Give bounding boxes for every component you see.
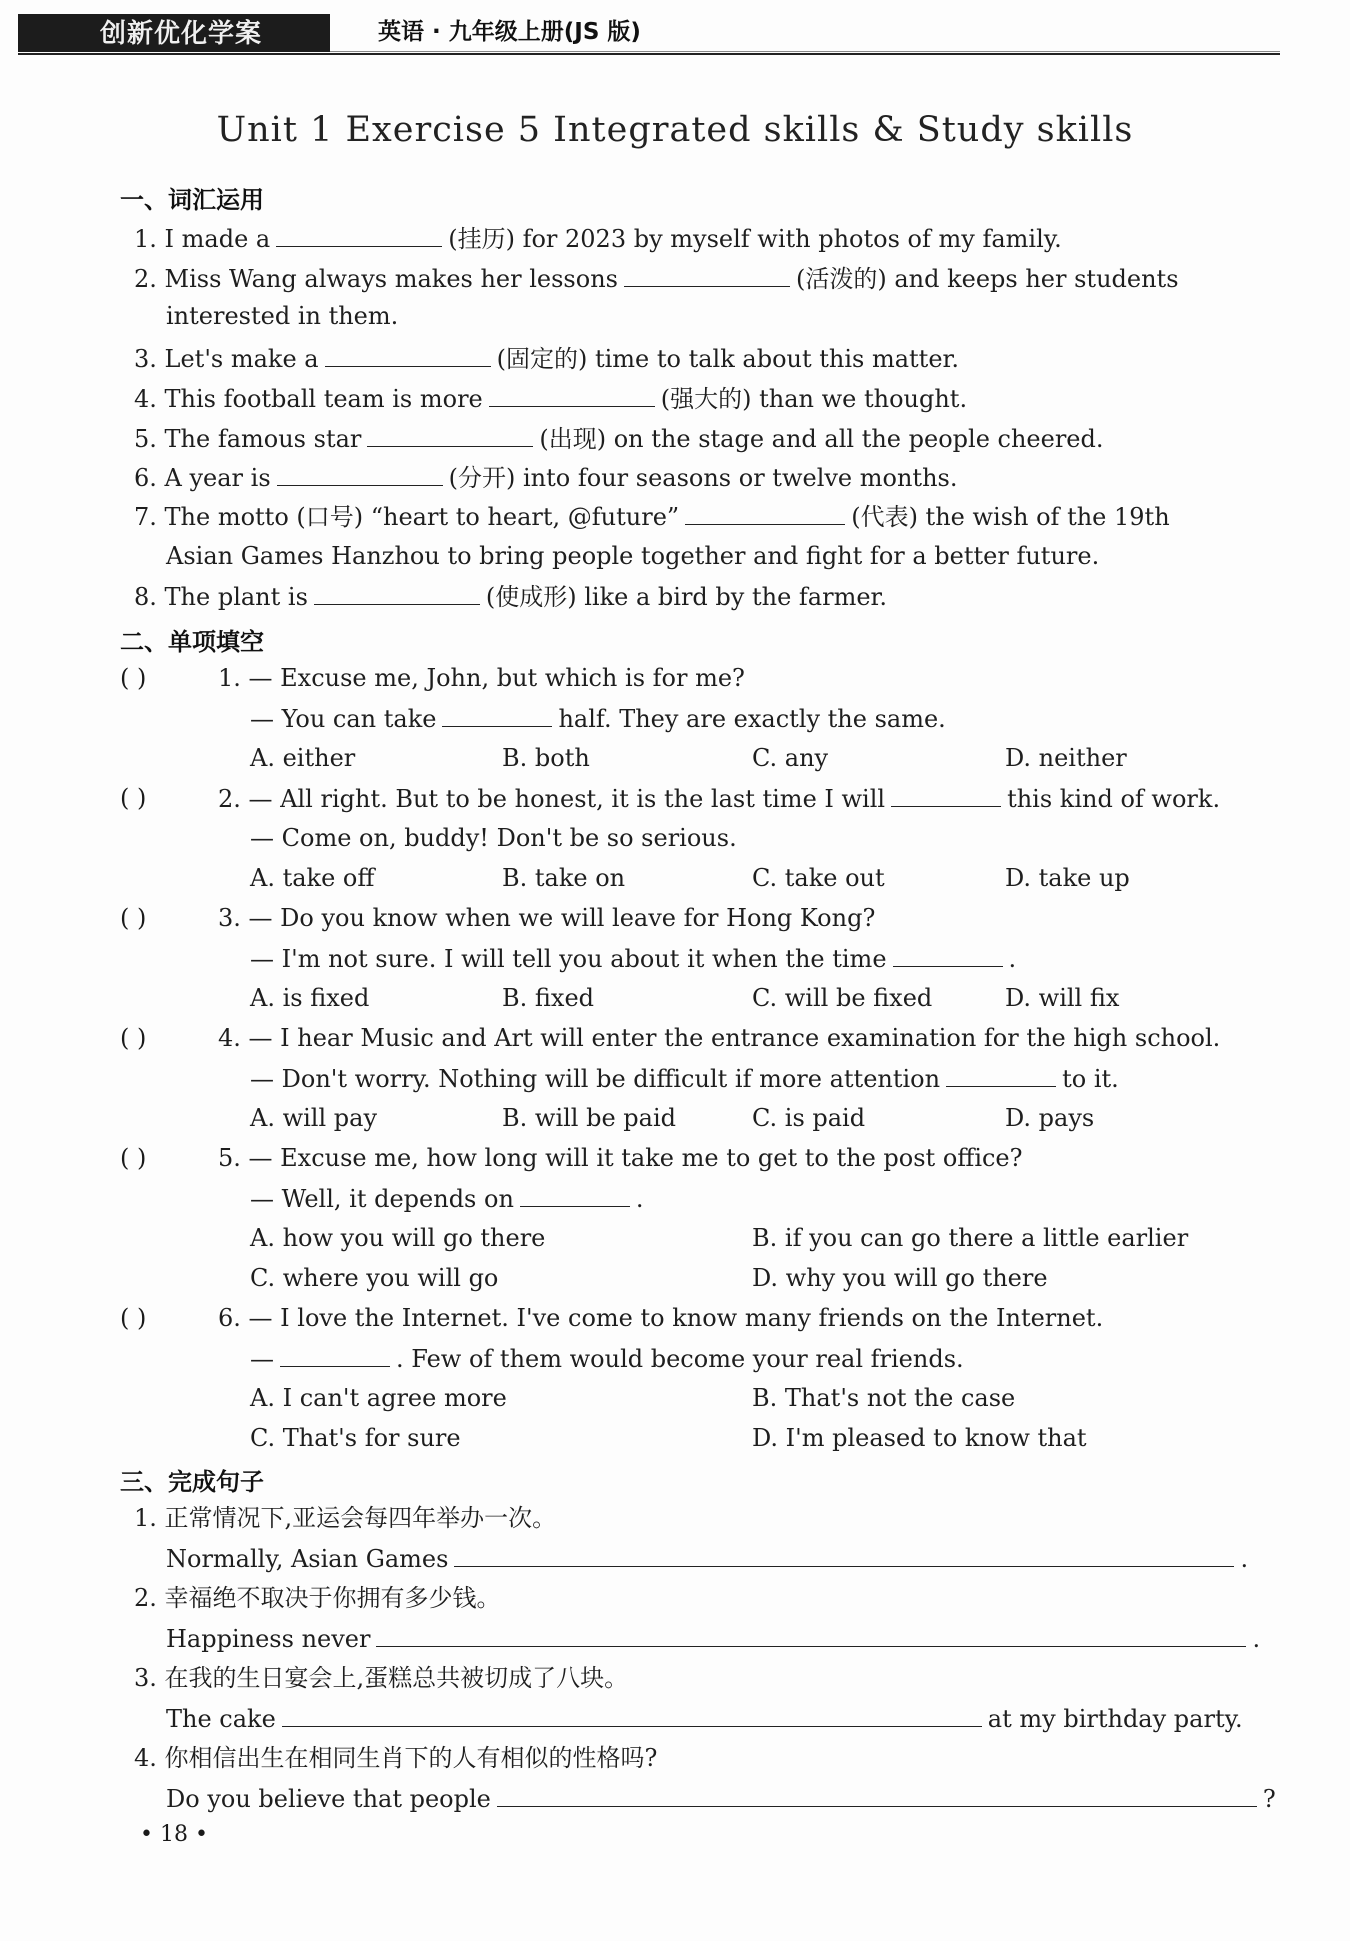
mc-response-1: — You can take half. They are exactly the same. (250, 702, 946, 735)
option-c[interactable]: C. That's for sure (250, 1424, 461, 1452)
option-d[interactable]: D. will fix (1005, 984, 1120, 1012)
mc-response-5: — Well, it depends on . (250, 1182, 644, 1215)
mc-response-3: — I'm not sure. I will tell you about it when the time . (250, 942, 1016, 975)
answer-blank[interactable] (280, 1342, 390, 1367)
mc-question-1: 1. — Excuse me, John, but which is for me? (218, 664, 745, 692)
answer-blank[interactable] (685, 500, 845, 525)
header-brand: 创新优化学案 (100, 19, 263, 49)
answer-paren[interactable]: ( ) (120, 1024, 147, 1052)
answer-blank[interactable] (277, 461, 443, 486)
answer-paren[interactable]: ( ) (120, 664, 147, 692)
option-a[interactable]: A. take off (250, 864, 375, 892)
answer-paren[interactable]: ( ) (120, 1144, 147, 1172)
option-c[interactable]: C. will be fixed (752, 984, 933, 1012)
option-d[interactable]: D. pays (1005, 1104, 1095, 1132)
vocab-item-3: 3. Let's make a (固定的) time to talk about this matter. (134, 342, 959, 375)
answer-blank[interactable] (891, 782, 1001, 807)
translation-chinese-3: 3. 在我的生日宴会上,蛋糕总共被切成了八块。 (134, 1664, 629, 1692)
vocab-item-7: 7. The motto (口号) “heart to heart, @future” (代表) the wish of the 19th (134, 500, 1170, 533)
answer-paren[interactable]: ( ) (120, 1304, 147, 1332)
page-number: • 18 • (140, 1822, 208, 1847)
answer-blank[interactable] (282, 1702, 982, 1727)
section1-heading: 一、词汇运用 (120, 186, 264, 214)
translation-english-1: Normally, Asian Games . (166, 1542, 1248, 1575)
option-b[interactable]: B. if you can go there a little earlier (752, 1224, 1189, 1252)
answer-blank[interactable] (442, 702, 552, 727)
option-d[interactable]: D. take up (1005, 864, 1130, 892)
option-a[interactable]: A. either (250, 744, 356, 772)
answer-blank[interactable] (376, 1622, 1246, 1647)
vocab-item-2: 2. Miss Wang always makes her lessons (活泼的) and keeps her students (134, 262, 1179, 295)
translation-english-2: Happiness never . (166, 1622, 1260, 1655)
option-b[interactable]: B. That's not the case (752, 1384, 1016, 1412)
answer-paren[interactable]: ( ) (120, 904, 147, 932)
page-title: Unit 1 Exercise 5 Integrated skills & Study skills (216, 110, 1134, 150)
translation-english-3: The cake at my birthday party. (166, 1702, 1243, 1735)
answer-blank[interactable] (314, 580, 480, 605)
option-c[interactable]: C. take out (752, 864, 885, 892)
answer-blank[interactable] (946, 1062, 1056, 1087)
mc-question-2: 2. — All right. But to be honest, it is the last time I will this kind of work. (218, 782, 1220, 815)
option-a[interactable]: A. is fixed (250, 984, 370, 1012)
answer-paren[interactable]: ( ) (120, 784, 147, 812)
answer-blank[interactable] (489, 382, 655, 407)
vocab-item-2-cont: interested in them. (166, 302, 399, 330)
answer-blank[interactable] (367, 422, 533, 447)
answer-blank[interactable] (325, 342, 491, 367)
vocab-item-5: 5. The famous star (出现) on the stage and all the people cheered. (134, 422, 1104, 455)
option-c[interactable]: C. is paid (752, 1104, 866, 1132)
section3-heading: 三、完成句子 (120, 1468, 264, 1496)
option-b[interactable]: B. both (502, 744, 590, 772)
option-b[interactable]: B. fixed (502, 984, 595, 1012)
vocab-item-6: 6. A year is (分开) into four seasons or twelve months. (134, 461, 957, 494)
mc-question-3: 3. — Do you know when we will leave for Hong Kong? (218, 904, 876, 932)
section2-heading: 二、单项填空 (120, 628, 264, 656)
answer-blank[interactable] (893, 942, 1003, 967)
translation-chinese-1: 1. 正常情况下,亚运会每四年举办一次。 (134, 1504, 557, 1532)
vocab-item-4: 4. This football team is more (强大的) than we thought. (134, 382, 967, 415)
answer-blank[interactable] (276, 222, 442, 247)
vocab-item-7-cont: Asian Games Hanzhou to bring people together and fight for a better future. (166, 542, 1100, 570)
translation-chinese-4: 4. 你相信出生在相同生肖下的人有相似的性格吗? (134, 1744, 658, 1772)
mc-response-2: — Come on, buddy! Don't be so serious. (250, 824, 737, 852)
answer-blank[interactable] (497, 1782, 1257, 1807)
mc-question-6: 6. — I love the Internet. I've come to know many friends on the Internet. (218, 1304, 1104, 1332)
option-d[interactable]: D. why you will go there (752, 1264, 1048, 1292)
vocab-item-1: 1. I made a (挂历) for 2023 by myself with photos of my family. (134, 222, 1062, 255)
option-d[interactable]: D. neither (1005, 744, 1127, 772)
vocab-item-8: 8. The plant is (使成形) like a bird by the farmer. (134, 580, 887, 613)
option-a[interactable]: A. I can't agree more (250, 1384, 507, 1412)
translation-chinese-2: 2. 幸福绝不取决于你拥有多少钱。 (134, 1584, 501, 1612)
answer-blank[interactable] (520, 1182, 630, 1207)
header-rule-thin (330, 51, 1280, 52)
option-d[interactable]: D. I'm pleased to know that (752, 1424, 1087, 1452)
option-b[interactable]: B. take on (502, 864, 626, 892)
mc-response-6: — . Few of them would become your real friends. (250, 1342, 964, 1375)
translation-english-4: Do you believe that people ? (166, 1782, 1276, 1815)
option-c[interactable]: C. where you will go (250, 1264, 499, 1292)
answer-blank[interactable] (624, 262, 790, 287)
header-subject: 英语 · 九年级上册(JS 版) (378, 19, 641, 45)
answer-blank[interactable] (454, 1542, 1234, 1567)
header-rule (18, 53, 1280, 55)
option-a[interactable]: A. how you will go there (250, 1224, 546, 1252)
mc-response-4: — Don't worry. Nothing will be difficult if more attention to it. (250, 1062, 1119, 1095)
option-c[interactable]: C. any (752, 744, 829, 772)
option-a[interactable]: A. will pay (250, 1104, 378, 1132)
mc-question-5: 5. — Excuse me, how long will it take me to get to the post office? (218, 1144, 1023, 1172)
mc-question-4: 4. — I hear Music and Art will enter the entrance examination for the high school. (218, 1024, 1221, 1052)
option-b[interactable]: B. will be paid (502, 1104, 676, 1132)
